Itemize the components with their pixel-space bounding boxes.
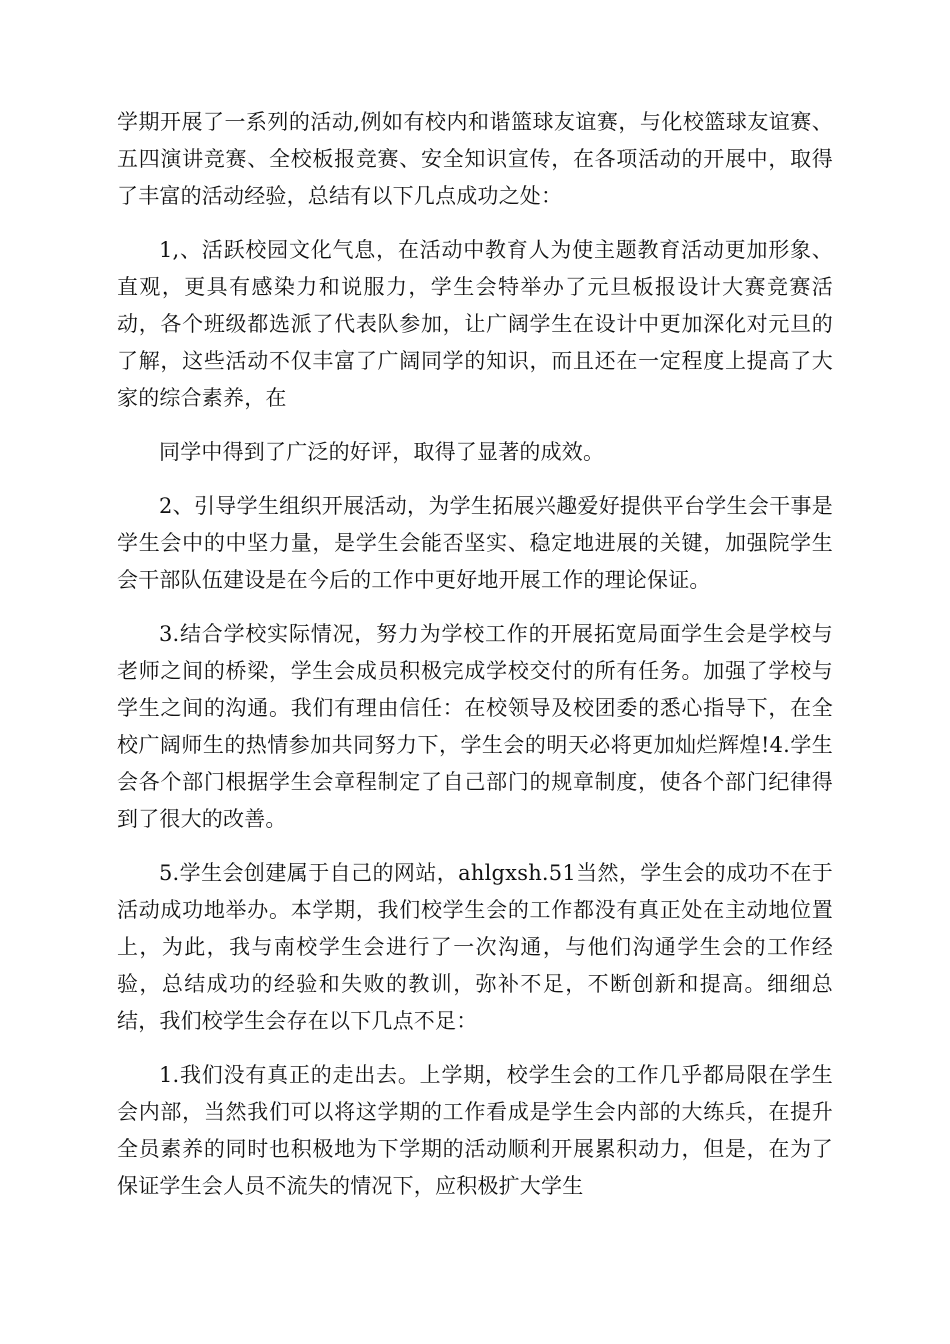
paragraph-shortcoming-1: 1.我们没有真正的走出去。上学期，校学生会的工作几乎都局限在学生会内部，当然我们可以将这学期的工作看成是学生会内部的大练兵，在提升全员素养的同时也积极地为下学期的活动顺利开展累积动力，但是，在为了保证学生会人员不流失的情况下，应积极扩大学生: [117, 1063, 833, 1198]
paragraph-intro: 学期开展了一系列的活动,例如有校内和谐篮球友谊赛，与化校篮球友谊赛、五四演讲竞赛、全校板报竞赛、安全知识宣传，在各项活动的开展中，取得了丰富的活动经验，总结有以下几点成功之处：: [117, 110, 833, 208]
paragraph-point-2: 2、引导学生组织开展活动，为学生拓展兴趣爱好提供平台学生会干事是学生会中的中坚力量，是学生会能否坚实、稳定地进展的关键，加强院学生会干部队伍建设是在今后的工作中更好地开展工作的理论保证。: [117, 494, 833, 592]
paragraph-point-1: 1,、活跃校园文化气息，在活动中教育人为使主题教育活动更加形象、直观，更具有感染力和说服力，学生会特举办了元旦板报设计大赛竞赛活动，各个班级都选派了代表队参加，让广阔学生在设计中更加深化对元旦的了解，这些活动不仅丰富了广阔同学的知识，而且还在一定程度上提高了大家的综合素养，在: [117, 238, 833, 410]
document-body: [117, 104, 833, 1222]
paragraph-point-1-cont: 同学中得到了广泛的好评，取得了显著的成效。: [159, 440, 605, 464]
paragraph-point-3-4: 3.结合学校实际情况，努力为学校工作的开展拓宽局面学生会是学校与老师之间的桥梁，学生会成员积极完成学校交付的所有任务。加强了学校与学生之间的沟通。我们有理由信任：在校领导及校团委的悉心指导下，在全校广阔师生的热情参加共同努力下，学生会的明天必将更加灿烂辉煌!4.学生会各个部门根据学生会章程制定了自己部门的规章制度，使各个部门纪律得到了很大的改善。: [117, 622, 833, 831]
paragraph-point-5: 5.学生会创建属于自己的网站，ahlgxsh.51当然，学生会的成功不在于活动成功地举办。本学期，我们校学生会的工作都没有真正处在主动地位置上，为此，我与南校学生会进行了一次沟通，与他们沟通学生会的工作经验，总结成功的经验和失败的教训，弥补不足，不断创新和提高。细细总结，我们校学生会存在以下几点不足：: [117, 861, 833, 1033]
